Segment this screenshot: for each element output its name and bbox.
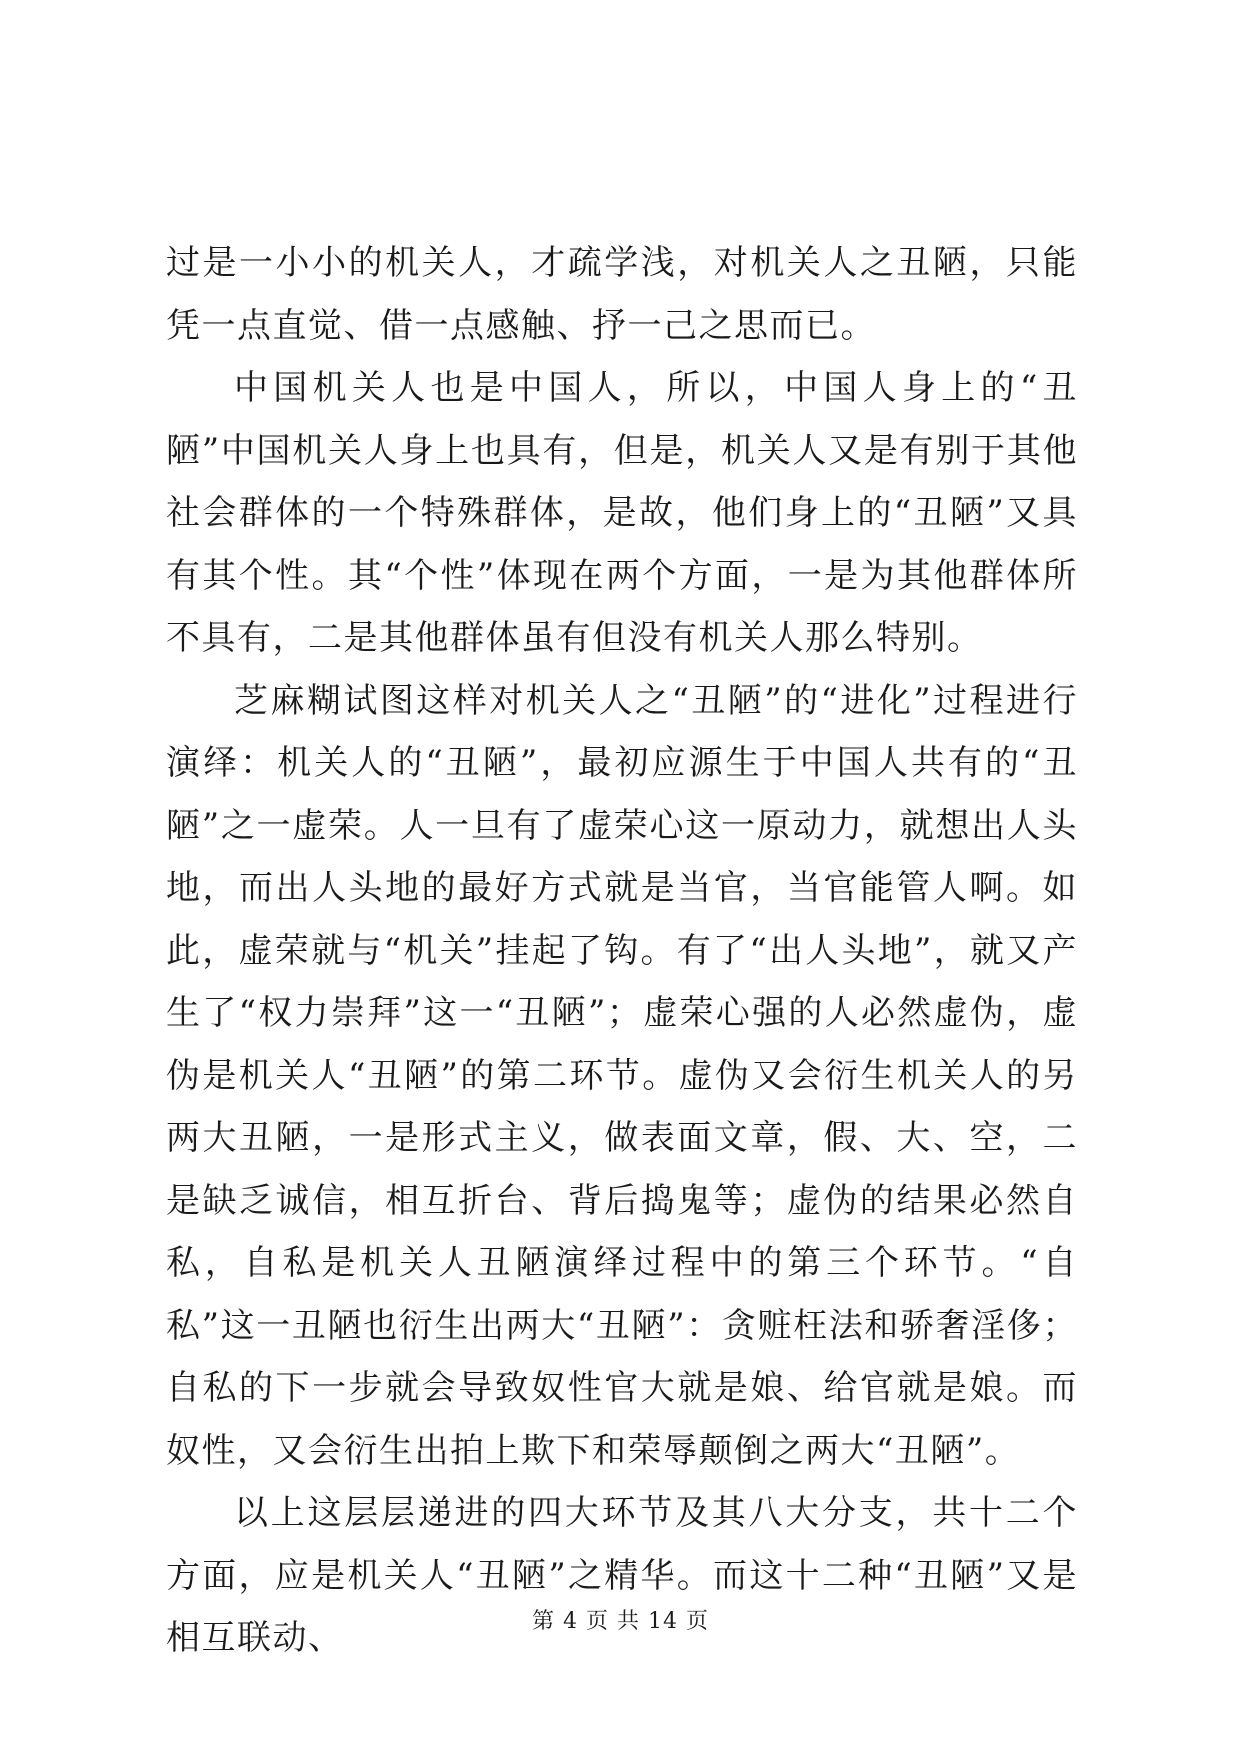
page-footer: 第 4 页 共 14 页 [532,1609,709,1634]
paragraph-2: 中国机关人也是中国人，所以，中国人身上的“丑陋”中国机关人身上也具有，但是，机关人又是有别于其他社会群体的一个特殊群体，是故，他们身上的“丑陋”又具有其个性。其“个性”体现在两个方面，一是为其他群体所不具有，二是其他群体虽有但没有机关人那么特别。 [166,368,1078,658]
paragraph-4: 以上这层层递进的四大环节及其八大分支，共十二个方面，应是机关人“丑陋”之精华。而这十二种“丑陋”又是相互联动、 [166,1493,1078,1658]
paragraph-1: 过是一小小的机关人，才疏学浅，对机关人之丑陋，只能凭一点直觉、借一点感触、抒一己之思而已。 [166,243,1078,346]
document-body [166,232,1078,1670]
paragraph-3: 芝麻糊试图这样对机关人之“丑陋”的“进化”过程进行演绎：机关人的“丑陋”，最初应源生于中国人共有的“丑陋”之一虚荣。人一旦有了虚荣心这一原动力，就想出人头地，而出人头地的最好方式就是当官，当官能管人啊。如此，虚荣就与“机关”挂起了钩。有了“出人头地”，就又产生了“权力崇拜”这一“丑陋”；虚荣心强的人必然虚伪，虚伪是机关人“丑陋”的第二环节。虚伪又会衍生机关人的另两大丑陋，一是形式主义，做表面文章，假、大、空，二是缺乏诚信，相互折台、背后捣鬼等；虚伪的结果必然自私，自私是机关人丑陋演绎过程中的第三个环节。“自私”这一丑陋也衍生出两大“丑陋”：贪赃枉法和骄奢淫侈；自私的下一步就会导致奴性官大就是娘、给官就是娘。而奴性，又会衍生出拍上欺下和荣辱颠倒之两大“丑陋”。 [166,680,1078,1471]
